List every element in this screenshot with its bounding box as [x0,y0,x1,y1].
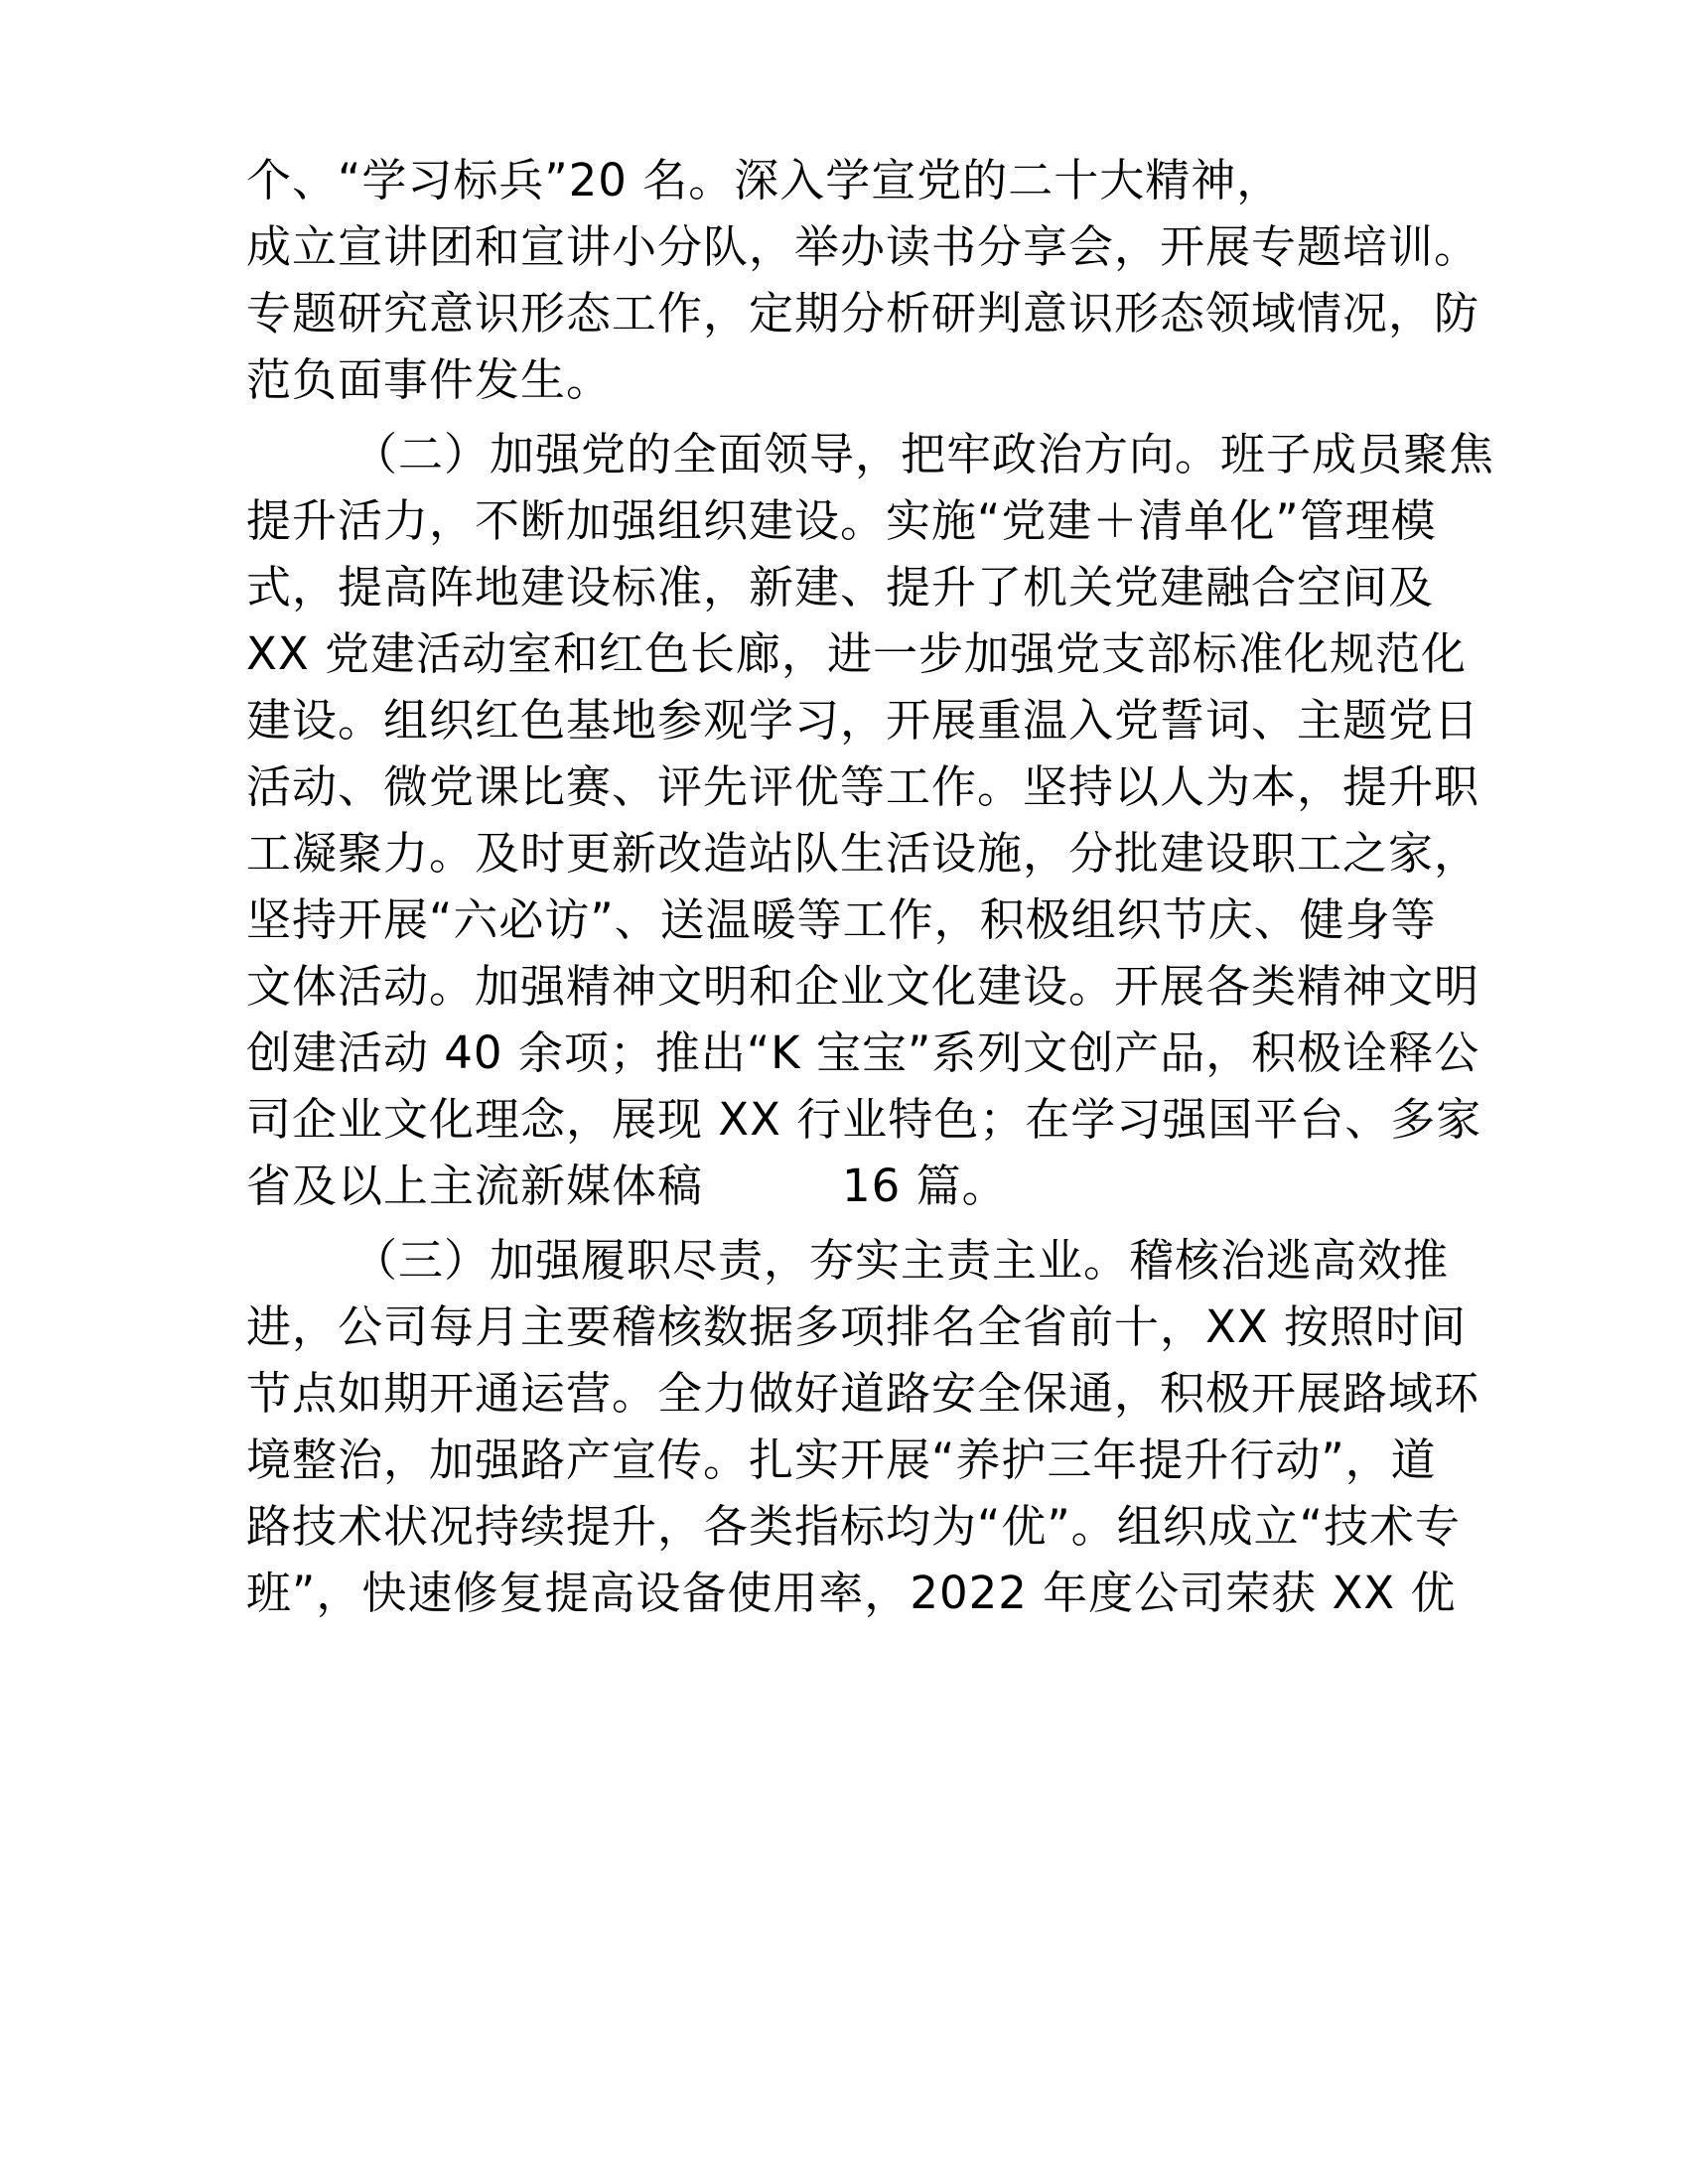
paragraph-line: 个、“学习标兵”20 名。深入学宣党的二十大精神， [246,154,1283,206]
paragraph-line: 坚持开展“六必访”、送温暖等工作，积极组织节庆、健身等 [246,893,1437,946]
paragraph-line: 工凝聚力。及时更新改造站队生活设施，分批建设职工之家， [246,827,1480,880]
paragraph-line: 范负面事件发生。 [246,353,613,406]
paragraph-line [246,1157,1448,1216]
paragraph-line: 路技术状况持续提升，各类指标均为“优”。组织成立“技术专 [246,1500,1461,1553]
paragraph-line: 成立宣讲团和宣讲小分队，举办读书分享会，开展专题培训。 [246,220,1480,273]
paragraph-line: 专题研究意识形态工作，定期分析研判意识形态领域情况，防 [246,287,1480,340]
paragraph-line: 式，提高阵地建设标准，新建、提升了机关党建融合空间及 [246,561,1435,614]
paragraph-line: 司企业文化理念，展现 XX 行业特色；在学习强国平台、多家 [246,1093,1482,1146]
paragraph-text: 省及以上主流新媒体稿 [246,1160,704,1212]
paragraph-line: 提升活力，不断加强组织建设。实施“党建＋清单化”管理模 [246,494,1437,547]
paragraph-line: 班”，快速修复提高设备使用率，2022 年度公司荣获 XX 优 [246,1567,1457,1619]
paragraph-line: 建设。组织红色基地参观学习，开展重温入党誓词、主题党日 [246,694,1480,747]
paragraph-line: 境整治，加强路产宣传。扎实开展“养护三年提升行动”，道 [246,1433,1437,1486]
paragraph-text: 16 篇。 [842,1160,1008,1212]
paragraph-line: XX 党建活动室和红色长廊，进一步加强党支部标准化规范化 [246,627,1467,680]
paragraph-line: 进，公司每月主要稽核数据多项排名全省前十，XX 按照时间 [246,1300,1467,1353]
paragraph-line: 节点如期开通运营。全力做好道路安全保通，积极开展路域环 [246,1367,1480,1420]
section-heading-line: （二）加强党的全面领导，把牢政治方向。班子成员聚焦 [352,428,1495,480]
section-heading-line: （三）加强履职尽责，夯实主责主业。稽核治逃高效推 [352,1234,1450,1287]
paragraph-line: 活动、微党课比赛、评先评优等工作。坚持以人为本，提升职 [246,760,1480,813]
paragraph-line: 文体活动。加强精神文明和企业文化建设。开展各类精神文明 [246,960,1480,1013]
paragraph-line: 创建活动 40 余项；推出“K 宝宝”系列文创产品，积极诠释公 [246,1026,1480,1079]
